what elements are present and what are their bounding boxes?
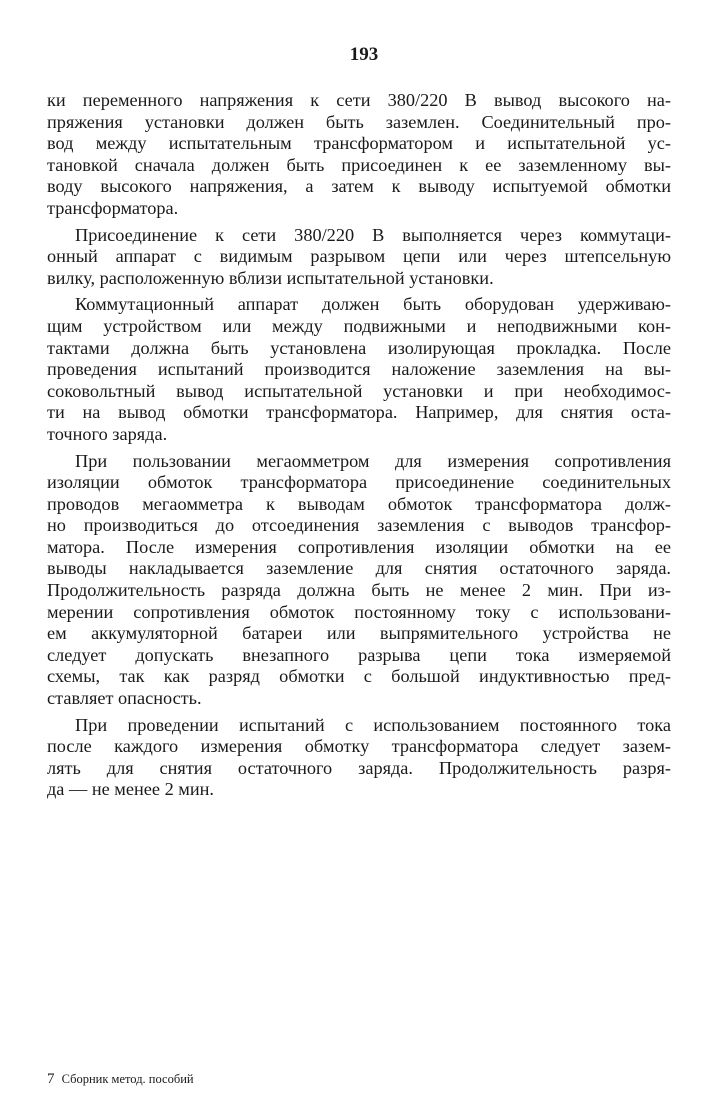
text-line: Присоединение к сети 380/220 В выполняется через коммутаци- (75, 224, 671, 245)
text-line: вод между испытательным трансформатором и испытательной ус- (47, 133, 671, 154)
text-line: ки переменного напряжения к сети 380/220 В вывод высокого на- (47, 90, 671, 110)
body-text (47, 90, 671, 801)
page-footer (47, 1071, 194, 1088)
text-line: онный аппарат с видимым разрывом цепи или через штепсельную (47, 246, 671, 267)
page-number: 193 (349, 44, 379, 65)
text-line: трансформатора. (47, 197, 179, 218)
text-line: соковольтный вывод испытательной установки и при необходимос- (47, 380, 671, 401)
text-line: проводов мегаомметра к выводам обмоток трансформатора долж- (47, 493, 671, 514)
text-line: ти на вывод обмотки трансформатора. Например, для снятия оста- (47, 402, 671, 423)
text-line: При пользовании мегаомметром для измерения сопротивления (75, 450, 671, 471)
text-line: тановкой сначала должен быть присоединен к ее заземленному вы- (47, 154, 671, 175)
text-line: При проведении испытаний с использованием постоянного тока (75, 714, 671, 735)
text-line: лять для снятия остаточного заряда. Продолжительность разря- (47, 757, 671, 778)
text-line: Продолжительность разряда должна быть не менее 2 мин. При из- (47, 580, 671, 601)
text-line: воду высокого напряжения, а затем к выводу испытуемой обмотки (47, 176, 671, 197)
text-line: щим устройством или между подвижными и неподвижными кон- (47, 315, 671, 336)
text-line: после каждого измерения обмотку трансформатора следует зазем- (47, 736, 671, 757)
paragraph (47, 715, 671, 801)
text-line: следует допускать внезапного разрыва цепи тока измеряемой (47, 644, 671, 665)
paragraph (47, 90, 671, 220)
signature-text: Сборник метод. пособий (61, 1072, 194, 1086)
paragraph (47, 225, 671, 290)
text-line: проведения испытаний производится наложение заземления на вы- (47, 359, 671, 380)
text-line: но производиться до отсоединения заземления с выводов трансфор- (47, 515, 671, 536)
paragraph (47, 294, 671, 445)
text-line: мерении сопротивления обмоток постоянному току с использовани- (47, 601, 671, 622)
text-line: точного заряда. (47, 423, 168, 444)
text-line: схемы, так как разряд обмотки с большой индуктивностью пред- (47, 666, 671, 687)
signature-number: 7 (47, 1071, 55, 1087)
text-line: ставляет опасность. (47, 688, 202, 709)
text-line: Коммутационный аппарат должен быть оборудован удерживаю- (75, 294, 671, 315)
paragraph (47, 451, 671, 710)
text-line: вилку, расположенную вблизи испытательной установки. (47, 267, 494, 288)
text-line: пряжения установки должен быть заземлен. Соединительный про- (47, 111, 671, 132)
text-line: да — не менее 2 мин. (47, 779, 214, 800)
text-line: ем аккумуляторной батареи или выпрямительного устройства не (47, 623, 671, 644)
text-line: изоляции обмоток трансформатора присоединение соединительных (47, 472, 671, 493)
text-line: матора. После измерения сопротивления изоляции обмотки на ее (47, 536, 671, 557)
text-line: тактами должна быть установлена изолирующая прокладка. После (47, 337, 671, 358)
text-line: выводы накладывается заземление для снятия остаточного заряда. (47, 558, 671, 579)
